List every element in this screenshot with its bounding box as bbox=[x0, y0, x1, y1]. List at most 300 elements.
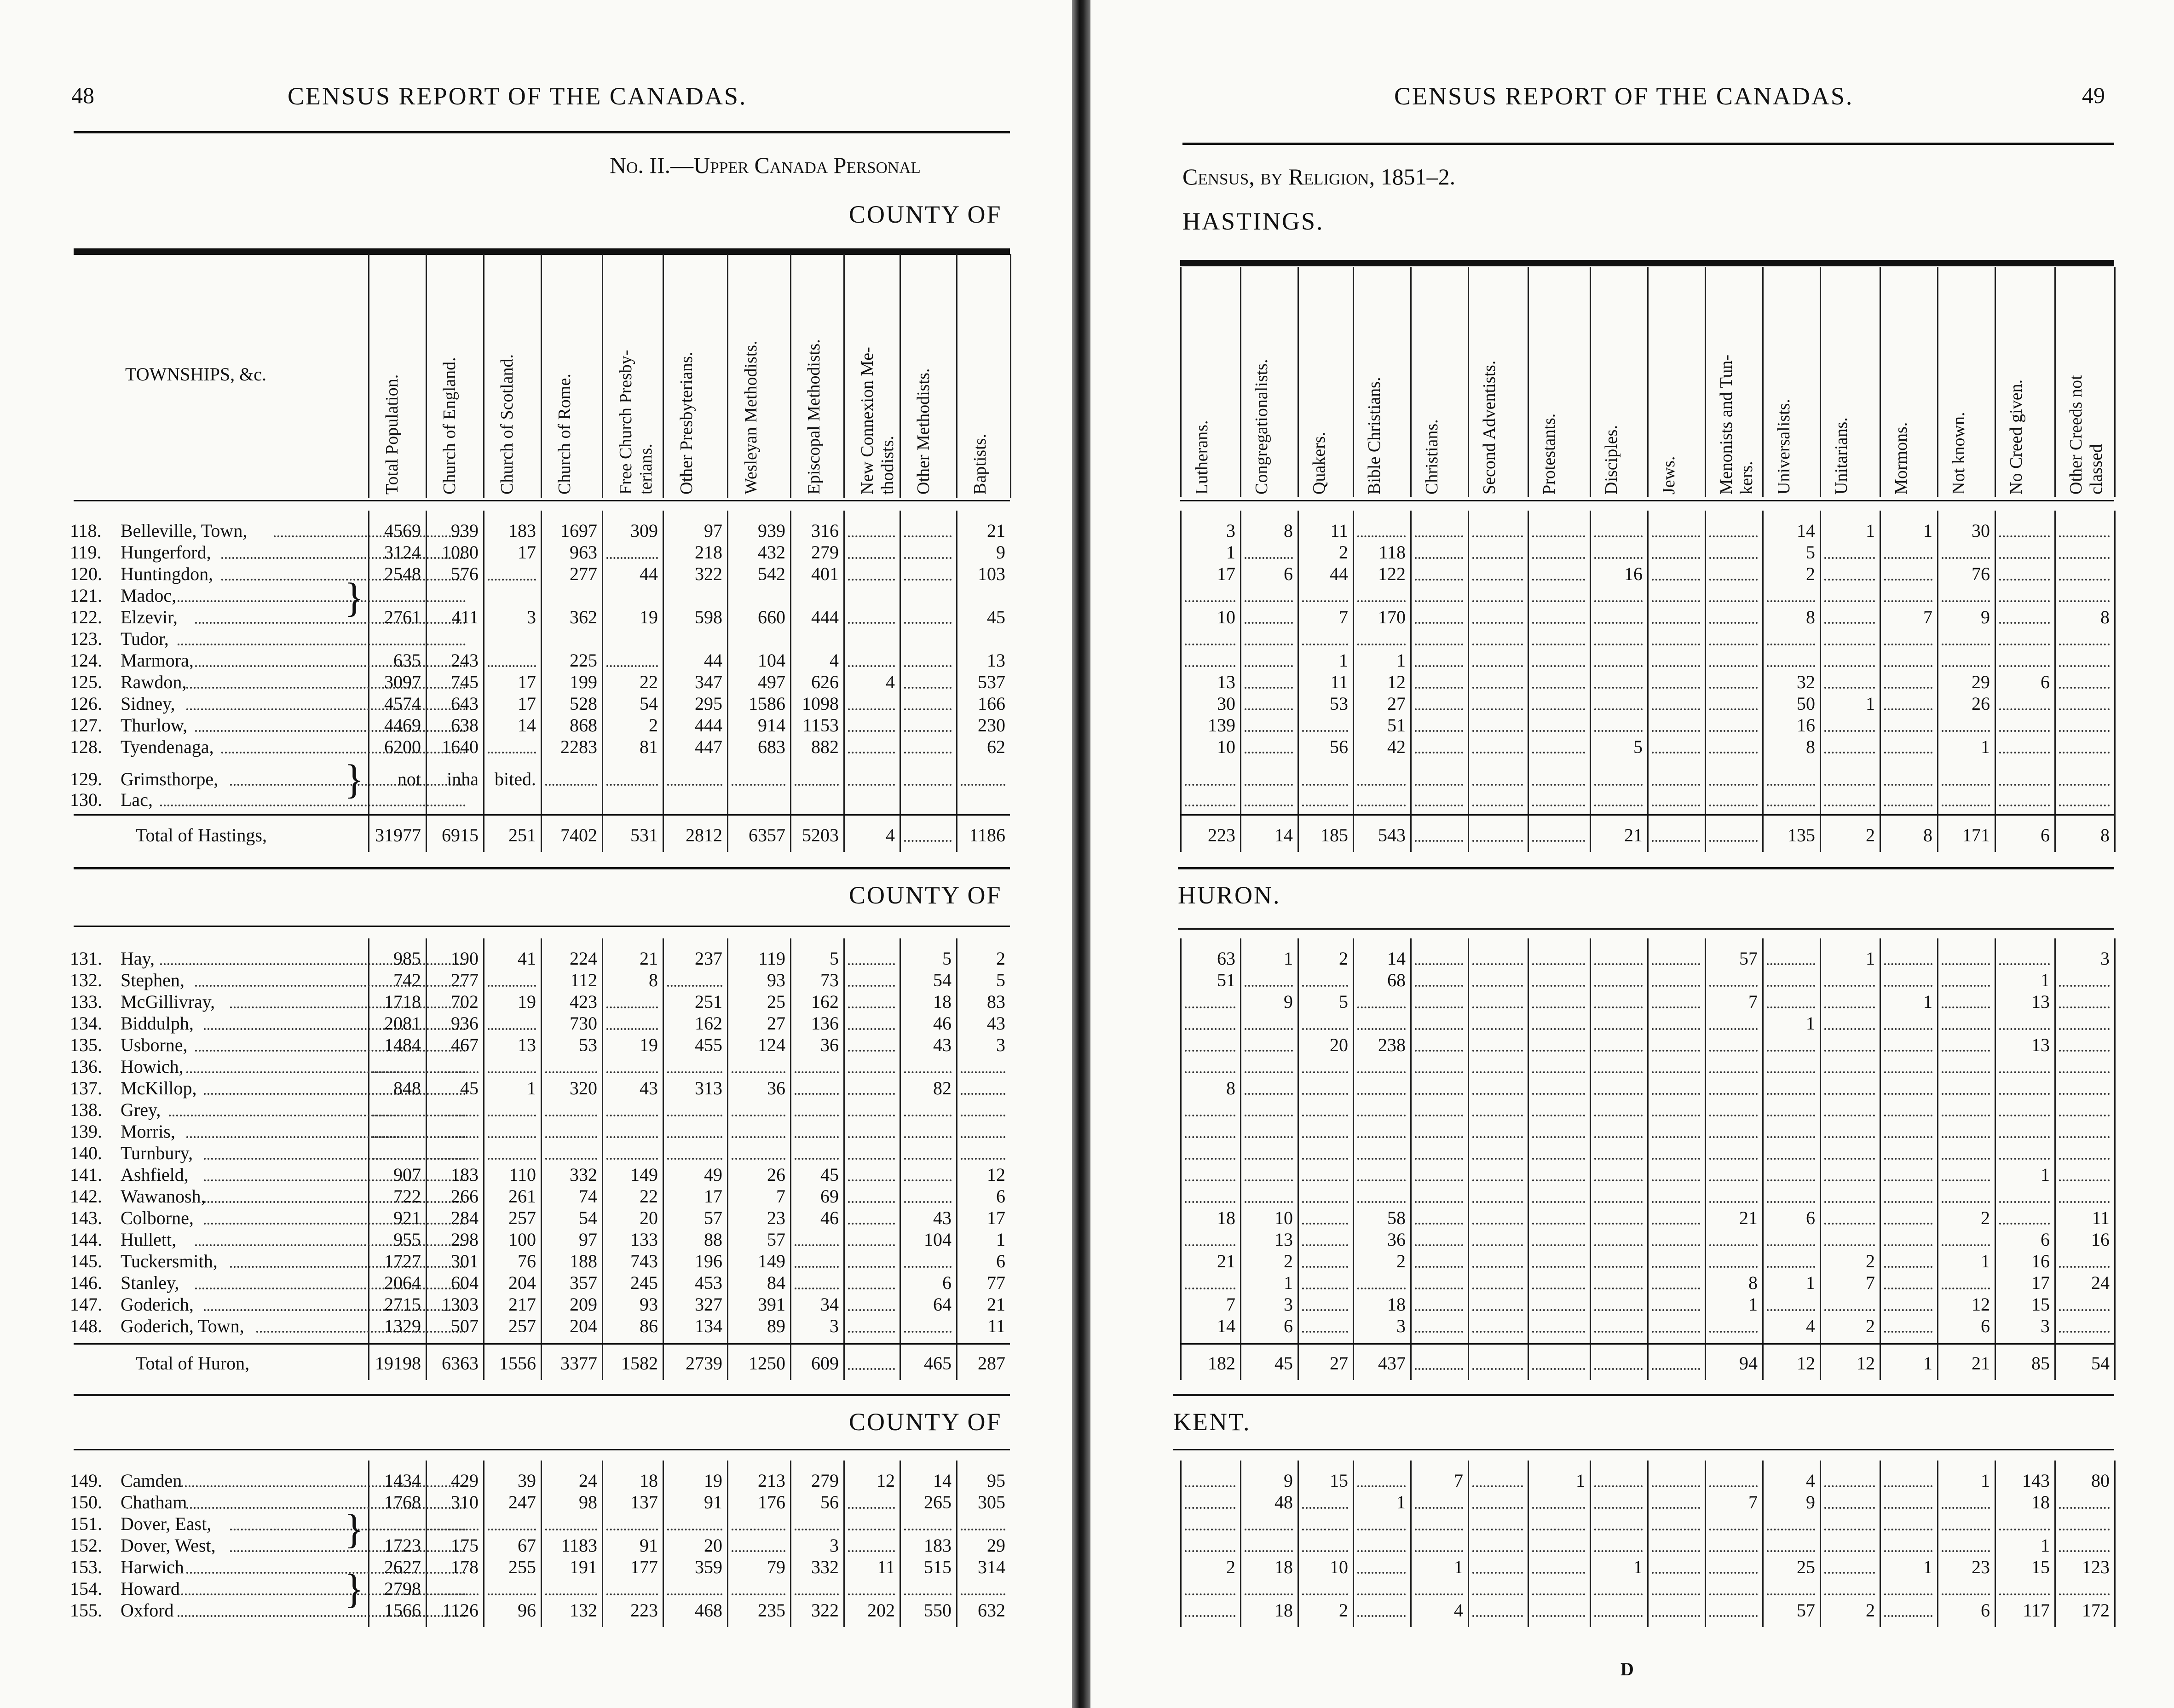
data-cell: 133 bbox=[630, 1229, 658, 1250]
data-cell: 21 bbox=[640, 948, 658, 969]
empty-cell bbox=[1824, 1507, 1875, 1509]
empty-cell bbox=[1245, 730, 1293, 732]
empty-cell bbox=[1767, 1071, 1815, 1073]
empty-cell bbox=[1824, 1158, 1875, 1160]
leader-dots bbox=[186, 708, 466, 710]
empty-cell bbox=[1709, 1529, 1758, 1530]
total-rule bbox=[1180, 1343, 2114, 1345]
empty-cell bbox=[1415, 535, 1463, 537]
township-name: Tuckersmith, bbox=[121, 1251, 218, 1271]
data-cell: 2081 bbox=[384, 1013, 421, 1034]
empty-cell bbox=[1472, 1266, 1523, 1268]
data-cell: 1723 bbox=[384, 1535, 421, 1556]
empty-cell bbox=[1824, 784, 1875, 786]
empty-cell bbox=[1999, 1593, 2050, 1595]
empty-cell bbox=[795, 1115, 839, 1116]
brace-howard-oxford: } bbox=[344, 1566, 364, 1612]
column-divider bbox=[843, 938, 845, 1380]
empty-cell bbox=[1357, 1115, 1406, 1116]
empty-cell bbox=[1652, 784, 1700, 786]
column-divider bbox=[900, 254, 901, 498]
empty-cell bbox=[848, 1529, 895, 1530]
empty-cell bbox=[1302, 1093, 1348, 1095]
empty-cell bbox=[1245, 1115, 1293, 1116]
data-cell: 2761 bbox=[384, 607, 421, 627]
empty-cell bbox=[1302, 1550, 1348, 1552]
empty-cell bbox=[1472, 1331, 1523, 1333]
empty-cell bbox=[1472, 708, 1523, 710]
empty-cell bbox=[1245, 1093, 1293, 1095]
empty-cell bbox=[1472, 644, 1523, 645]
empty-cell bbox=[1302, 1158, 1348, 1160]
empty-cell bbox=[1652, 985, 1700, 987]
data-cell: 8 bbox=[1284, 520, 1293, 541]
empty-cell bbox=[1652, 730, 1700, 732]
empty-cell bbox=[1709, 1115, 1758, 1116]
empty-cell bbox=[795, 1593, 839, 1595]
data-cell: 1 bbox=[1633, 1557, 1643, 1577]
data-cell: 243 bbox=[451, 650, 479, 671]
data-cell: 4 bbox=[886, 672, 895, 692]
empty-cell bbox=[795, 1529, 839, 1530]
empty-cell bbox=[1824, 805, 1875, 806]
data-cell: 6 bbox=[2041, 672, 2050, 692]
township-name: Howard bbox=[121, 1578, 180, 1599]
empty-cell bbox=[1185, 1158, 1235, 1160]
data-cell: 7 bbox=[1226, 1294, 1235, 1315]
empty-cell bbox=[795, 784, 839, 786]
data-cell: 149 bbox=[630, 1164, 658, 1185]
data-cell: 43 bbox=[933, 1208, 951, 1228]
data-cell: 230 bbox=[978, 715, 1005, 736]
data-cell: 882 bbox=[811, 736, 839, 757]
empty-cell bbox=[1652, 963, 1700, 965]
data-cell: 2 bbox=[1339, 1600, 1348, 1621]
empty-cell bbox=[1594, 1244, 1643, 1246]
empty-cell bbox=[1532, 1115, 1585, 1116]
data-cell: 936 bbox=[451, 1013, 479, 1034]
row-number: 126. bbox=[70, 693, 102, 714]
data-cell: 172 bbox=[2082, 1600, 2110, 1621]
empty-cell bbox=[904, 1136, 951, 1138]
brace-grimsthorpe-lac: } bbox=[344, 757, 364, 802]
empty-cell bbox=[2059, 1309, 2110, 1311]
county-label-huron: COUNTY OF bbox=[849, 881, 1002, 909]
empty-cell bbox=[1942, 665, 1990, 667]
column-header: Church of Scotland. bbox=[497, 354, 517, 495]
section-rule-kent bbox=[74, 1394, 1010, 1396]
data-cell: 1 bbox=[1923, 991, 1932, 1012]
empty-cell bbox=[667, 784, 722, 786]
empty-cell bbox=[1472, 1368, 1523, 1370]
total-cell: 6915 bbox=[442, 825, 479, 845]
empty-cell bbox=[2059, 1115, 2110, 1116]
township-name: Hungerford, bbox=[121, 542, 211, 563]
empty-cell bbox=[1415, 687, 1463, 689]
data-cell: 188 bbox=[570, 1251, 597, 1271]
column-header: Bible Christians. bbox=[1365, 377, 1384, 495]
total-cell: 31977 bbox=[375, 825, 421, 845]
data-cell: 921 bbox=[393, 1208, 421, 1228]
empty-cell bbox=[1245, 1071, 1293, 1073]
empty-cell bbox=[1824, 1223, 1875, 1225]
empty-cell bbox=[1999, 1223, 2050, 1225]
empty-cell bbox=[1767, 644, 1815, 645]
empty-cell bbox=[1185, 1507, 1235, 1509]
empty-cell bbox=[1415, 1331, 1463, 1333]
row-number: 146. bbox=[70, 1272, 102, 1293]
empty-cell bbox=[1302, 1507, 1348, 1509]
empty-cell bbox=[1999, 708, 2050, 710]
data-cell: 45 bbox=[987, 607, 1005, 627]
data-cell: 1098 bbox=[802, 693, 839, 714]
empty-cell bbox=[1532, 708, 1585, 710]
data-cell: 429 bbox=[451, 1470, 479, 1491]
empty-cell bbox=[1185, 1006, 1235, 1008]
empty-cell bbox=[1415, 1529, 1463, 1530]
header-bottom-rule bbox=[74, 500, 1010, 501]
empty-cell bbox=[2059, 1593, 2110, 1595]
data-cell: 3097 bbox=[384, 672, 421, 692]
data-cell: 49 bbox=[704, 1164, 722, 1185]
data-cell: 91 bbox=[704, 1492, 722, 1512]
data-cell: 1718 bbox=[384, 991, 421, 1012]
empty-cell bbox=[1767, 1244, 1815, 1246]
data-cell: 8 bbox=[1806, 736, 1815, 757]
empty-cell bbox=[1532, 600, 1585, 602]
empty-cell bbox=[1884, 1507, 1932, 1509]
leader-dots bbox=[178, 1485, 466, 1487]
empty-cell bbox=[1942, 1507, 1990, 1509]
data-cell: 13 bbox=[2031, 991, 2050, 1012]
empty-cell bbox=[904, 579, 951, 581]
total-cell: 2812 bbox=[686, 825, 722, 845]
column-divider bbox=[1410, 267, 1412, 497]
empty-cell bbox=[1185, 784, 1235, 786]
data-cell: 19 bbox=[640, 1035, 658, 1055]
data-cell: 86 bbox=[640, 1316, 658, 1336]
total-cell: 437 bbox=[1378, 1353, 1406, 1374]
empty-cell bbox=[1767, 1006, 1815, 1008]
empty-cell bbox=[1652, 1050, 1700, 1052]
empty-cell bbox=[1472, 730, 1523, 732]
row-number: 122. bbox=[70, 607, 102, 627]
data-cell: 6 bbox=[996, 1251, 1005, 1271]
data-cell: 19 bbox=[518, 991, 536, 1012]
empty-cell bbox=[1884, 1028, 1932, 1030]
data-cell: 8 bbox=[1226, 1078, 1235, 1098]
column-divider bbox=[1705, 267, 1706, 497]
data-cell: 134 bbox=[695, 1316, 722, 1336]
empty-cell bbox=[1532, 665, 1585, 667]
total-cell: 1250 bbox=[749, 1353, 785, 1374]
empty-cell bbox=[1652, 1485, 1700, 1487]
empty-cell bbox=[732, 1550, 785, 1552]
data-cell: 17 bbox=[518, 672, 536, 692]
column-divider bbox=[2054, 267, 2056, 497]
data-cell: 455 bbox=[695, 1035, 722, 1055]
empty-cell bbox=[1472, 1093, 1523, 1095]
empty-cell bbox=[1824, 687, 1875, 689]
empty-cell bbox=[1245, 1593, 1293, 1595]
empty-cell bbox=[1472, 1050, 1523, 1052]
column-divider bbox=[727, 254, 728, 498]
data-cell: 21 bbox=[1217, 1251, 1235, 1271]
total-cell: 251 bbox=[508, 825, 536, 845]
empty-cell bbox=[1884, 805, 1932, 806]
empty-cell bbox=[904, 1201, 951, 1203]
data-cell: 12 bbox=[1387, 672, 1406, 692]
empty-cell bbox=[1302, 784, 1348, 786]
empty-cell bbox=[488, 1071, 536, 1073]
book-spine bbox=[1072, 0, 1090, 1708]
data-cell: 4 bbox=[1806, 1470, 1815, 1491]
empty-cell bbox=[1472, 1223, 1523, 1225]
data-cell: 1 bbox=[1284, 1272, 1293, 1293]
column-divider bbox=[1353, 267, 1354, 497]
empty-cell bbox=[1594, 1006, 1643, 1008]
empty-cell bbox=[1767, 665, 1815, 667]
empty-cell bbox=[848, 1244, 895, 1246]
empty-cell bbox=[1767, 963, 1815, 965]
data-cell: 742 bbox=[393, 970, 421, 990]
empty-cell bbox=[1942, 985, 1990, 987]
empty-cell bbox=[848, 1071, 895, 1073]
empty-cell bbox=[2059, 1507, 2110, 1509]
empty-cell bbox=[1709, 644, 1758, 645]
total-cell: 8 bbox=[1923, 825, 1932, 845]
leader-dots bbox=[195, 665, 466, 667]
empty-cell bbox=[848, 752, 895, 753]
leader-dots bbox=[186, 1572, 466, 1574]
data-cell: 683 bbox=[758, 736, 785, 757]
empty-cell bbox=[1472, 1485, 1523, 1487]
empty-cell bbox=[1767, 805, 1815, 806]
data-cell: 143 bbox=[2022, 1470, 2050, 1491]
data-cell: 225 bbox=[570, 650, 597, 671]
empty-cell bbox=[1472, 557, 1523, 559]
empty-cell bbox=[1185, 1201, 1235, 1203]
township-name: Oxford bbox=[121, 1600, 174, 1621]
empty-cell bbox=[1415, 622, 1463, 624]
empty-cell bbox=[667, 1158, 722, 1160]
data-cell: 83 bbox=[987, 991, 1005, 1012]
county-hastings: HASTINGS. bbox=[1182, 207, 1324, 235]
total-cell: 14 bbox=[1274, 825, 1293, 845]
data-cell: 401 bbox=[811, 564, 839, 584]
data-cell: 313 bbox=[695, 1078, 722, 1098]
data-cell: 118 bbox=[1378, 542, 1406, 563]
empty-cell bbox=[1532, 1223, 1585, 1225]
data-cell: 3 bbox=[1226, 520, 1235, 541]
empty-cell bbox=[904, 1331, 951, 1333]
data-cell: 6 bbox=[1284, 564, 1293, 584]
empty-cell bbox=[732, 1158, 785, 1160]
empty-cell bbox=[2059, 1028, 2110, 1030]
left-page-number: 48 bbox=[71, 82, 94, 108]
empty-cell bbox=[1245, 1201, 1293, 1203]
data-cell: 1153 bbox=[802, 715, 839, 736]
data-cell: 23 bbox=[1972, 1557, 1990, 1577]
empty-cell bbox=[1357, 1201, 1406, 1203]
data-cell: 166 bbox=[978, 693, 1005, 714]
empty-cell bbox=[1824, 1550, 1875, 1552]
empty-cell bbox=[1415, 963, 1463, 965]
data-cell: 91 bbox=[640, 1535, 658, 1556]
empty-cell bbox=[1594, 1093, 1643, 1095]
empty-cell bbox=[1652, 1071, 1700, 1073]
data-cell: 17 bbox=[2031, 1272, 2050, 1293]
data-cell: 7 bbox=[1923, 607, 1932, 627]
empty-cell bbox=[1472, 963, 1523, 965]
empty-cell bbox=[430, 1529, 479, 1530]
empty-cell bbox=[1824, 1050, 1875, 1052]
data-cell: 132 bbox=[570, 1600, 597, 1621]
row-number: 144. bbox=[70, 1229, 102, 1250]
data-cell: 29 bbox=[987, 1535, 1005, 1556]
column-header: Other Methodists. bbox=[914, 368, 933, 495]
empty-cell bbox=[1594, 1136, 1643, 1138]
column-divider bbox=[1762, 938, 1764, 1380]
empty-cell bbox=[1415, 557, 1463, 559]
empty-cell bbox=[488, 985, 536, 987]
data-cell: 17 bbox=[518, 542, 536, 563]
data-cell: 2 bbox=[1284, 1251, 1293, 1271]
empty-cell bbox=[1357, 1136, 1406, 1138]
empty-cell bbox=[2059, 1006, 2110, 1008]
data-cell: 119 bbox=[758, 948, 785, 969]
empty-cell bbox=[848, 1158, 895, 1160]
empty-cell bbox=[1824, 644, 1875, 645]
column-divider bbox=[1880, 511, 1881, 852]
empty-cell bbox=[1594, 600, 1643, 602]
data-cell: 136 bbox=[811, 1013, 839, 1034]
data-cell: 18 bbox=[2031, 1492, 2050, 1512]
data-cell: 16 bbox=[2031, 1251, 2050, 1271]
data-cell: 13 bbox=[987, 650, 1005, 671]
data-cell: 183 bbox=[508, 520, 536, 541]
data-cell: 1697 bbox=[560, 520, 597, 541]
data-cell: 199 bbox=[570, 672, 597, 692]
empty-cell bbox=[732, 1071, 785, 1073]
empty-cell bbox=[732, 1136, 785, 1138]
data-cell: 1484 bbox=[384, 1035, 421, 1055]
data-cell: 51 bbox=[1387, 715, 1406, 736]
data-cell: 84 bbox=[767, 1272, 785, 1293]
empty-cell bbox=[2059, 784, 2110, 786]
data-cell: 1 bbox=[1226, 542, 1235, 563]
data-cell: 453 bbox=[695, 1272, 722, 1293]
empty-cell bbox=[1472, 665, 1523, 667]
data-cell: 16 bbox=[1624, 564, 1643, 584]
row-number: 151. bbox=[70, 1513, 102, 1534]
empty-cell bbox=[1942, 600, 1990, 602]
data-cell: 1 bbox=[1748, 1294, 1758, 1315]
empty-cell bbox=[732, 1115, 785, 1116]
data-cell: 13 bbox=[1217, 672, 1235, 692]
data-cell: 149 bbox=[758, 1251, 785, 1271]
township-name: Huntingdon, bbox=[121, 564, 213, 584]
data-cell: 576 bbox=[451, 564, 479, 584]
row-number: 145. bbox=[70, 1251, 102, 1271]
column-divider bbox=[1468, 1461, 1469, 1627]
empty-cell bbox=[1652, 752, 1700, 753]
empty-cell bbox=[2059, 535, 2110, 537]
empty-cell bbox=[1472, 985, 1523, 987]
empty-cell bbox=[2059, 1201, 2110, 1203]
empty-cell bbox=[1532, 535, 1585, 537]
empty-cell bbox=[1824, 1071, 1875, 1073]
empty-cell bbox=[1532, 1028, 1585, 1030]
empty-cell bbox=[1999, 752, 2050, 753]
row-number: 134. bbox=[70, 1013, 102, 1034]
empty-cell bbox=[1472, 1529, 1523, 1530]
head-rule bbox=[74, 131, 1010, 133]
empty-cell bbox=[1652, 1593, 1700, 1595]
empty-cell bbox=[1942, 805, 1990, 806]
total-cell: 135 bbox=[1788, 825, 1815, 845]
empty-cell bbox=[1472, 1006, 1523, 1008]
row-number: 147. bbox=[70, 1294, 102, 1315]
data-cell: bited. bbox=[495, 769, 536, 789]
data-cell: 9 bbox=[1284, 991, 1293, 1012]
empty-cell bbox=[2059, 1158, 2110, 1160]
row-number: 130. bbox=[70, 789, 102, 810]
total-cell: 287 bbox=[978, 1353, 1005, 1374]
column-divider bbox=[2054, 938, 2056, 1380]
empty-cell bbox=[1357, 1550, 1406, 1552]
data-cell: 10 bbox=[1330, 1557, 1348, 1577]
empty-cell bbox=[1942, 1136, 1990, 1138]
empty-cell bbox=[848, 730, 895, 732]
data-cell: 68 bbox=[1387, 970, 1406, 990]
empty-cell bbox=[1532, 985, 1585, 987]
data-cell: 21 bbox=[1739, 1208, 1758, 1228]
empty-cell bbox=[1824, 1028, 1875, 1030]
total-cell: 5203 bbox=[802, 825, 839, 845]
data-cell: 26 bbox=[767, 1164, 785, 1185]
data-cell: 447 bbox=[695, 736, 722, 757]
empty-cell bbox=[1999, 1136, 2050, 1138]
data-cell: 73 bbox=[820, 970, 839, 990]
empty-cell bbox=[848, 1093, 895, 1095]
empty-cell bbox=[1709, 1158, 1758, 1160]
data-cell: 6 bbox=[942, 1272, 951, 1293]
empty-cell bbox=[1415, 784, 1463, 786]
data-cell: 2627 bbox=[384, 1557, 421, 1577]
data-cell: 93 bbox=[640, 1294, 658, 1315]
township-name: Dover, West, bbox=[121, 1535, 216, 1556]
data-cell: 235 bbox=[758, 1600, 785, 1621]
empty-cell bbox=[1185, 1529, 1235, 1530]
empty-cell bbox=[1884, 1093, 1932, 1095]
data-cell: 53 bbox=[1330, 693, 1348, 714]
empty-cell bbox=[1245, 708, 1293, 710]
empty-cell bbox=[1532, 1507, 1585, 1509]
empty-cell bbox=[1594, 963, 1643, 965]
column-header: Disciples. bbox=[1602, 425, 1621, 495]
empty-cell bbox=[1302, 730, 1348, 732]
data-cell: 97 bbox=[704, 520, 722, 541]
empty-cell bbox=[606, 1136, 658, 1138]
data-cell: 238 bbox=[1378, 1035, 1406, 1055]
data-cell: 255 bbox=[508, 1557, 536, 1577]
leader-dots bbox=[169, 1115, 466, 1116]
empty-cell bbox=[904, 1071, 951, 1073]
township-name: Belleville, Town, bbox=[121, 520, 248, 541]
data-cell: 2 bbox=[1396, 1251, 1406, 1271]
empty-cell bbox=[1532, 1288, 1585, 1289]
